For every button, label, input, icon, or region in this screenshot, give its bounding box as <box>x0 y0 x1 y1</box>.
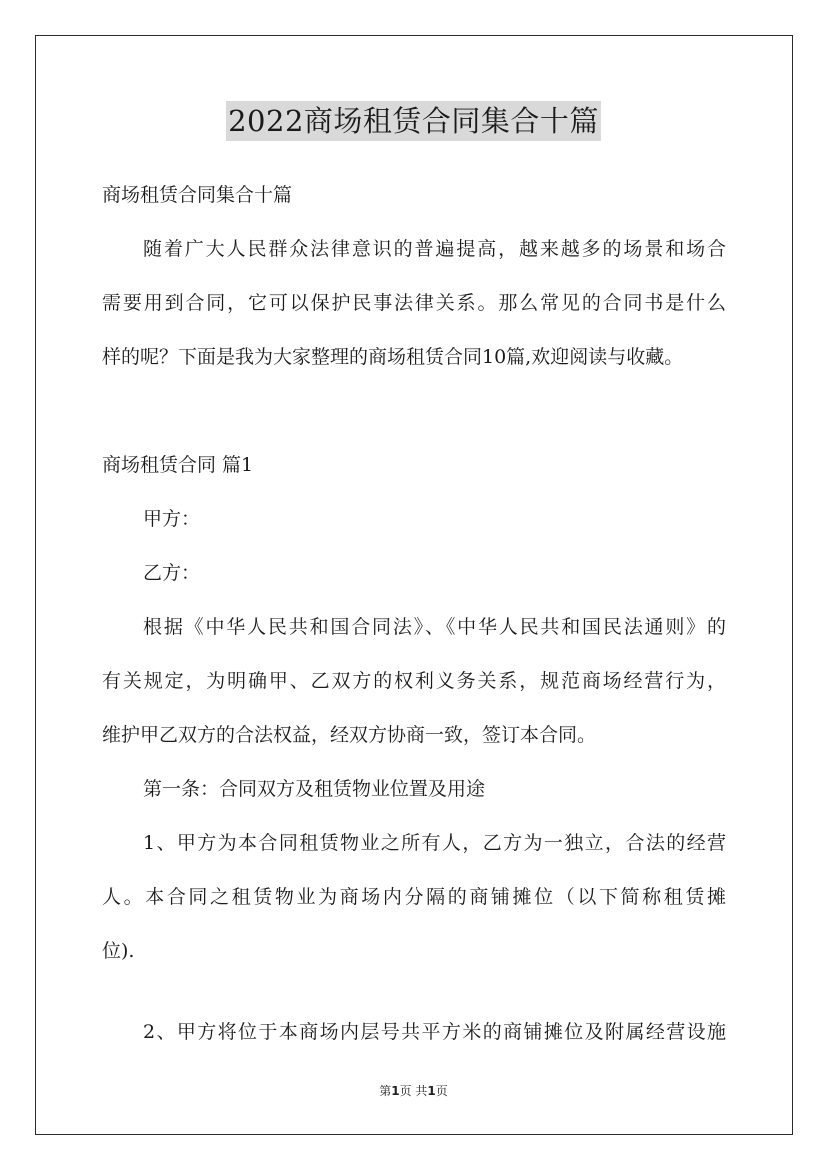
footer-suffix: 页 <box>435 1084 448 1098</box>
document-subtitle: 商场租赁合同集合十篇 <box>102 184 293 206</box>
intro-line-1: 随着广大人民群众法律意识的普遍提高，越来越多的场景和场合 <box>143 238 726 260</box>
intro-line-3: 样的呢？下面是我为大家整理的商场租赁合同10篇,欢迎阅读与收藏。 <box>102 346 684 368</box>
clause-1-line-1: 1、甲方为本合同租赁物业之所有人，乙方为一独立，合法的经营 <box>143 832 726 854</box>
intro-line-2: 需要用到合同，它可以保护民事法律关系。那么常见的合同书是什么 <box>102 292 726 314</box>
basis-line-3: 维护甲乙双方的合法权益，经双方协商一致，签订本合同。 <box>102 724 597 746</box>
section-heading: 商场租赁合同 篇1 <box>102 454 254 476</box>
page-footer <box>0 1083 827 1099</box>
party-b-label: 乙方： <box>143 562 201 584</box>
clause-2-line-1: 2、甲方将位于本商场内层号共平方米的商铺摊位及附属经营设施 <box>143 1021 726 1043</box>
basis-line-1: 根据《中华人民共和国合同法》、《中华人民共和国民法通则》的 <box>143 616 726 638</box>
clause-1-line-3: 位). <box>102 940 135 962</box>
document-title: 2022商场租赁合同集合十篇 <box>226 101 601 141</box>
basis-line-2: 有关规定，为明确甲、乙双方的权利义务关系，规范商场经营行为， <box>102 670 726 692</box>
footer-mid: 页 共 <box>399 1084 428 1098</box>
footer-prefix: 第 <box>379 1084 392 1098</box>
clause-1-line-2: 人。本合同之租赁物业为商场内分隔的商铺摊位（以下简称租赁摊 <box>102 886 726 908</box>
title-wrap <box>0 101 827 141</box>
party-a-label: 甲方： <box>143 508 201 530</box>
footer-page-number: 1 <box>391 1084 400 1098</box>
article-1-heading: 第一条：合同双方及租赁物业位置及用途 <box>143 778 486 800</box>
footer-total-pages: 1 <box>427 1084 436 1098</box>
